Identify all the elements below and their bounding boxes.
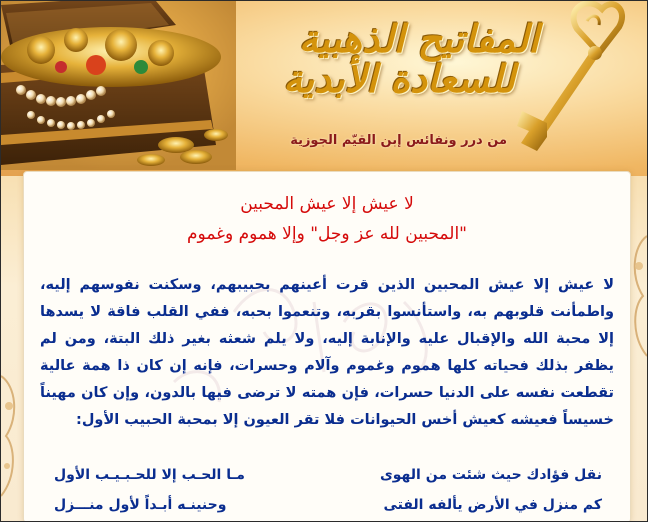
verse-first-hemistich: كم منزل في الأرض يألفه الفتى (383, 497, 602, 513)
site-title (219, 16, 539, 101)
site-title-line-1: المفاتيح الذهبية (298, 16, 539, 61)
treasure-chest-image (1, 1, 236, 170)
poem-verse (54, 460, 602, 490)
floral-ornament-left (1, 176, 23, 521)
poem-verse (54, 490, 602, 520)
verse-second-hemistich: مـا الحـب إلا للحـبـيـب الأول (54, 467, 245, 483)
verse-second-hemistich: وحنينـه أبـداً لأول منـــزل (54, 497, 227, 513)
site-subtitle: من درر ونفائس إبن القيّم الجوزية (290, 133, 507, 148)
article-heading: لا عيش إلا عيش المحبين (240, 194, 414, 214)
article-subheading: "المحبين لله عز وجل" وإلا هموم وغموم (187, 224, 467, 244)
article-paragraph: لا عيش إلا عيش المحبين الذين قرت أعينهم بحبيبهم، وسكنت نفوسهم إليه، واطمأنت قلوبهم به، واستأنسوا بقربه، وتنعموا بحبه، ففي القلب فاقة لا يسدها إلا محبة الله والإقبال عليه والإنابة إليه، ولا يلم شعثه بغير ذلك البتة، ومن لم يظفر بذلك فحياته كلها هموم وغموم وآلام وحسرات، فإنه إن كان ذا همة عالية تقطعت نفسه على الدنيا حسرات، فإن همته لا ترضى فيها بالدون، وإن كان مهيناً خسيساً فعيشه كعيش أخس الحيوانات فلا تقر العيون إلا بمحبة الحبيب الأول: (40, 277, 614, 428)
article-panel (23, 171, 631, 522)
verse-first-hemistich: نقل فؤادك حيث شئت من الهوى (379, 467, 602, 483)
site-title-line-2: للسعادة الأبدية (283, 55, 515, 101)
poem-verses (54, 460, 602, 520)
header-banner (1, 1, 647, 176)
